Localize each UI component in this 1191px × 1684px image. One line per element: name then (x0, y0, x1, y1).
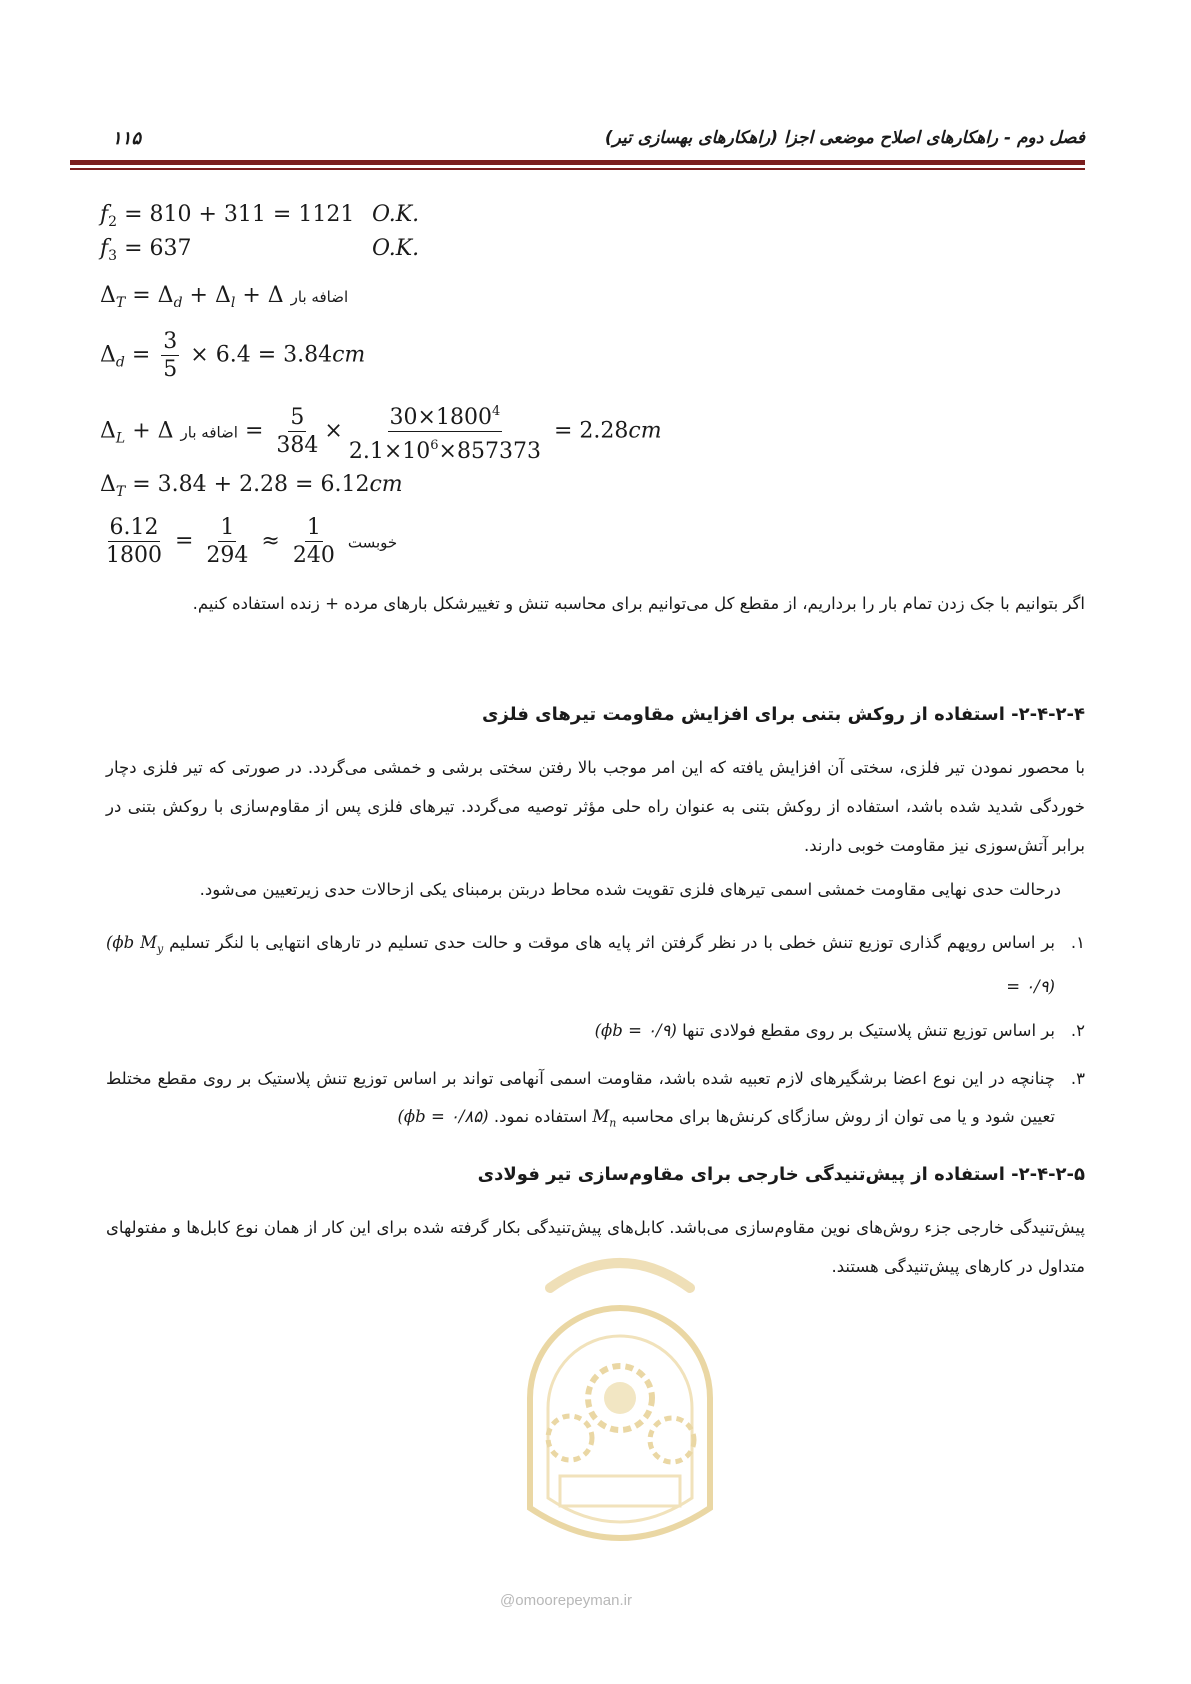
page-number: ۱۱۵ (112, 128, 142, 149)
paragraph-external-prestressing: پیش‌تنیدگی خارجی جزء روش‌های نوین مقاوم‌سازی می‌باشد. کابل‌های پیش‌تنیدگی بکار گرفته شده برای این کار از همان نوع کابل‌ها و مفتولهای متداول در کارهای پیش‌تنیدگی هستند. (106, 1218, 1085, 1276)
paragraph-full-section: اگر بتوانیم با جک زدن تمام بار را برداریم، از مقطع کل می‌توانیم برای محاسبه تنش و تغییرشکل بارهای مرده + زنده استفاده کنیم. (192, 594, 1085, 613)
equation-delta-t-definition: $\Delta_T = \Delta_d + \Delta_l + \Delta$ اضافه بار (100, 283, 349, 311)
list-number: ۱. (1070, 933, 1085, 952)
watermark-website: @omoorepeyman.ir (500, 1592, 632, 1609)
header-rule-thin (70, 168, 1085, 170)
paragraph-limit-states: درحالت حدی نهایی مقاومت خمشی اسمی تیرهای فلزی تقویت شده محاط دربتن برمبنای یکی ازحالات حدی زیرتعیین می‌شود. (199, 880, 1061, 899)
equation-f3: $f_3 = 637$ O.K. (100, 236, 420, 264)
section-heading-external-prestressing: ۲-۴-۲-۵- استفاده از پیش‌تنیدگی خارجی برای مقاوم‌سازی تیر فولادی (477, 1164, 1085, 1185)
section-heading-concrete-encasement: ۲-۴-۲-۴- استفاده از روکش بتنی برای افزایش مقاومت تیرهای فلزی (482, 704, 1085, 725)
paragraph-concrete-encasement: با محصور نمودن تیر فلزی، سختی آن افزایش یافته که این امر موجب بالا رفتن سختی برشی و خمشی می‌گردد. در صورتی که تیر فلزی دچار خوردگی شدید شده باشد، استفاده از روکش بتنی به عنوان راه حلی مؤثر توصیه می‌گردد. تیرهای فلزی پس از مقاوم‌سازی با روکش بتنی در برابر آتش‌سوزی نیز مقاومت خوبی دارند. (106, 758, 1085, 855)
equation-f2: $f_2 = 810 + 311 = 1121$ O.K. (100, 202, 420, 230)
equation-delta-d: $\Delta_d$ = $\frac{3}{5}$ × 6.4 = 3.84cm (100, 329, 366, 382)
publisher-watermark-logo (490, 1248, 750, 1578)
list-item-1: ۱. بر اساس رویهم گذاری توزیع تنش خطی با در نظر گرفتن اثر پایه های موقت و حالت حدی تسلیم در تارهای انتهایی با لنگر تسلیم $M_y$ (ϕb = ۰/۹) (106, 924, 1085, 1006)
list-item-3: ۳. چنانچه در این نوع اعضا برشگیرهای لازم تعبیه شده باشد، مقاومت اسمی آنهامی تواند بر اساس توزیع تنش پلاستیک بر روی مقطع مختلط تعیین شود و یا می توان از روش سازگای کرنش‌ها برای محاسبه $M_n$ استفاده نمود. (ϕb = ۰/۸۵) (106, 1060, 1085, 1142)
chapter-title: فصل دوم - راهکارهای اصلاح موضعی اجزا (راهکارهای بهسازی تیر) (604, 128, 1085, 148)
list-item-2: ۲. بر اساس توزیع تنش پلاستیک بر روی مقطع فولادی تنها (ϕb = ۰/۹) (106, 1012, 1085, 1050)
header-rule-thick (70, 160, 1085, 165)
equation-deflection-ratio: $\frac{6.12}{1800}$ = $\frac{1}{294}$ ≈ $\frac{1}{240}$ خوبست (106, 515, 398, 568)
equation-delta-live: $\Delta_L + \Delta$ اضافه بار = $\frac{5}{384}$ × $\frac{30\times 1800^4}{2.1\times 10^6\times 857373}$ = 2.28cm (100, 398, 662, 465)
running-header (106, 128, 1085, 154)
list-number: ۳. (1070, 1069, 1085, 1088)
list-number: ۲. (1070, 1021, 1085, 1040)
equation-delta-t: $\Delta_T = 3.84 + 2.28 = 6.12cm$ (100, 472, 403, 500)
